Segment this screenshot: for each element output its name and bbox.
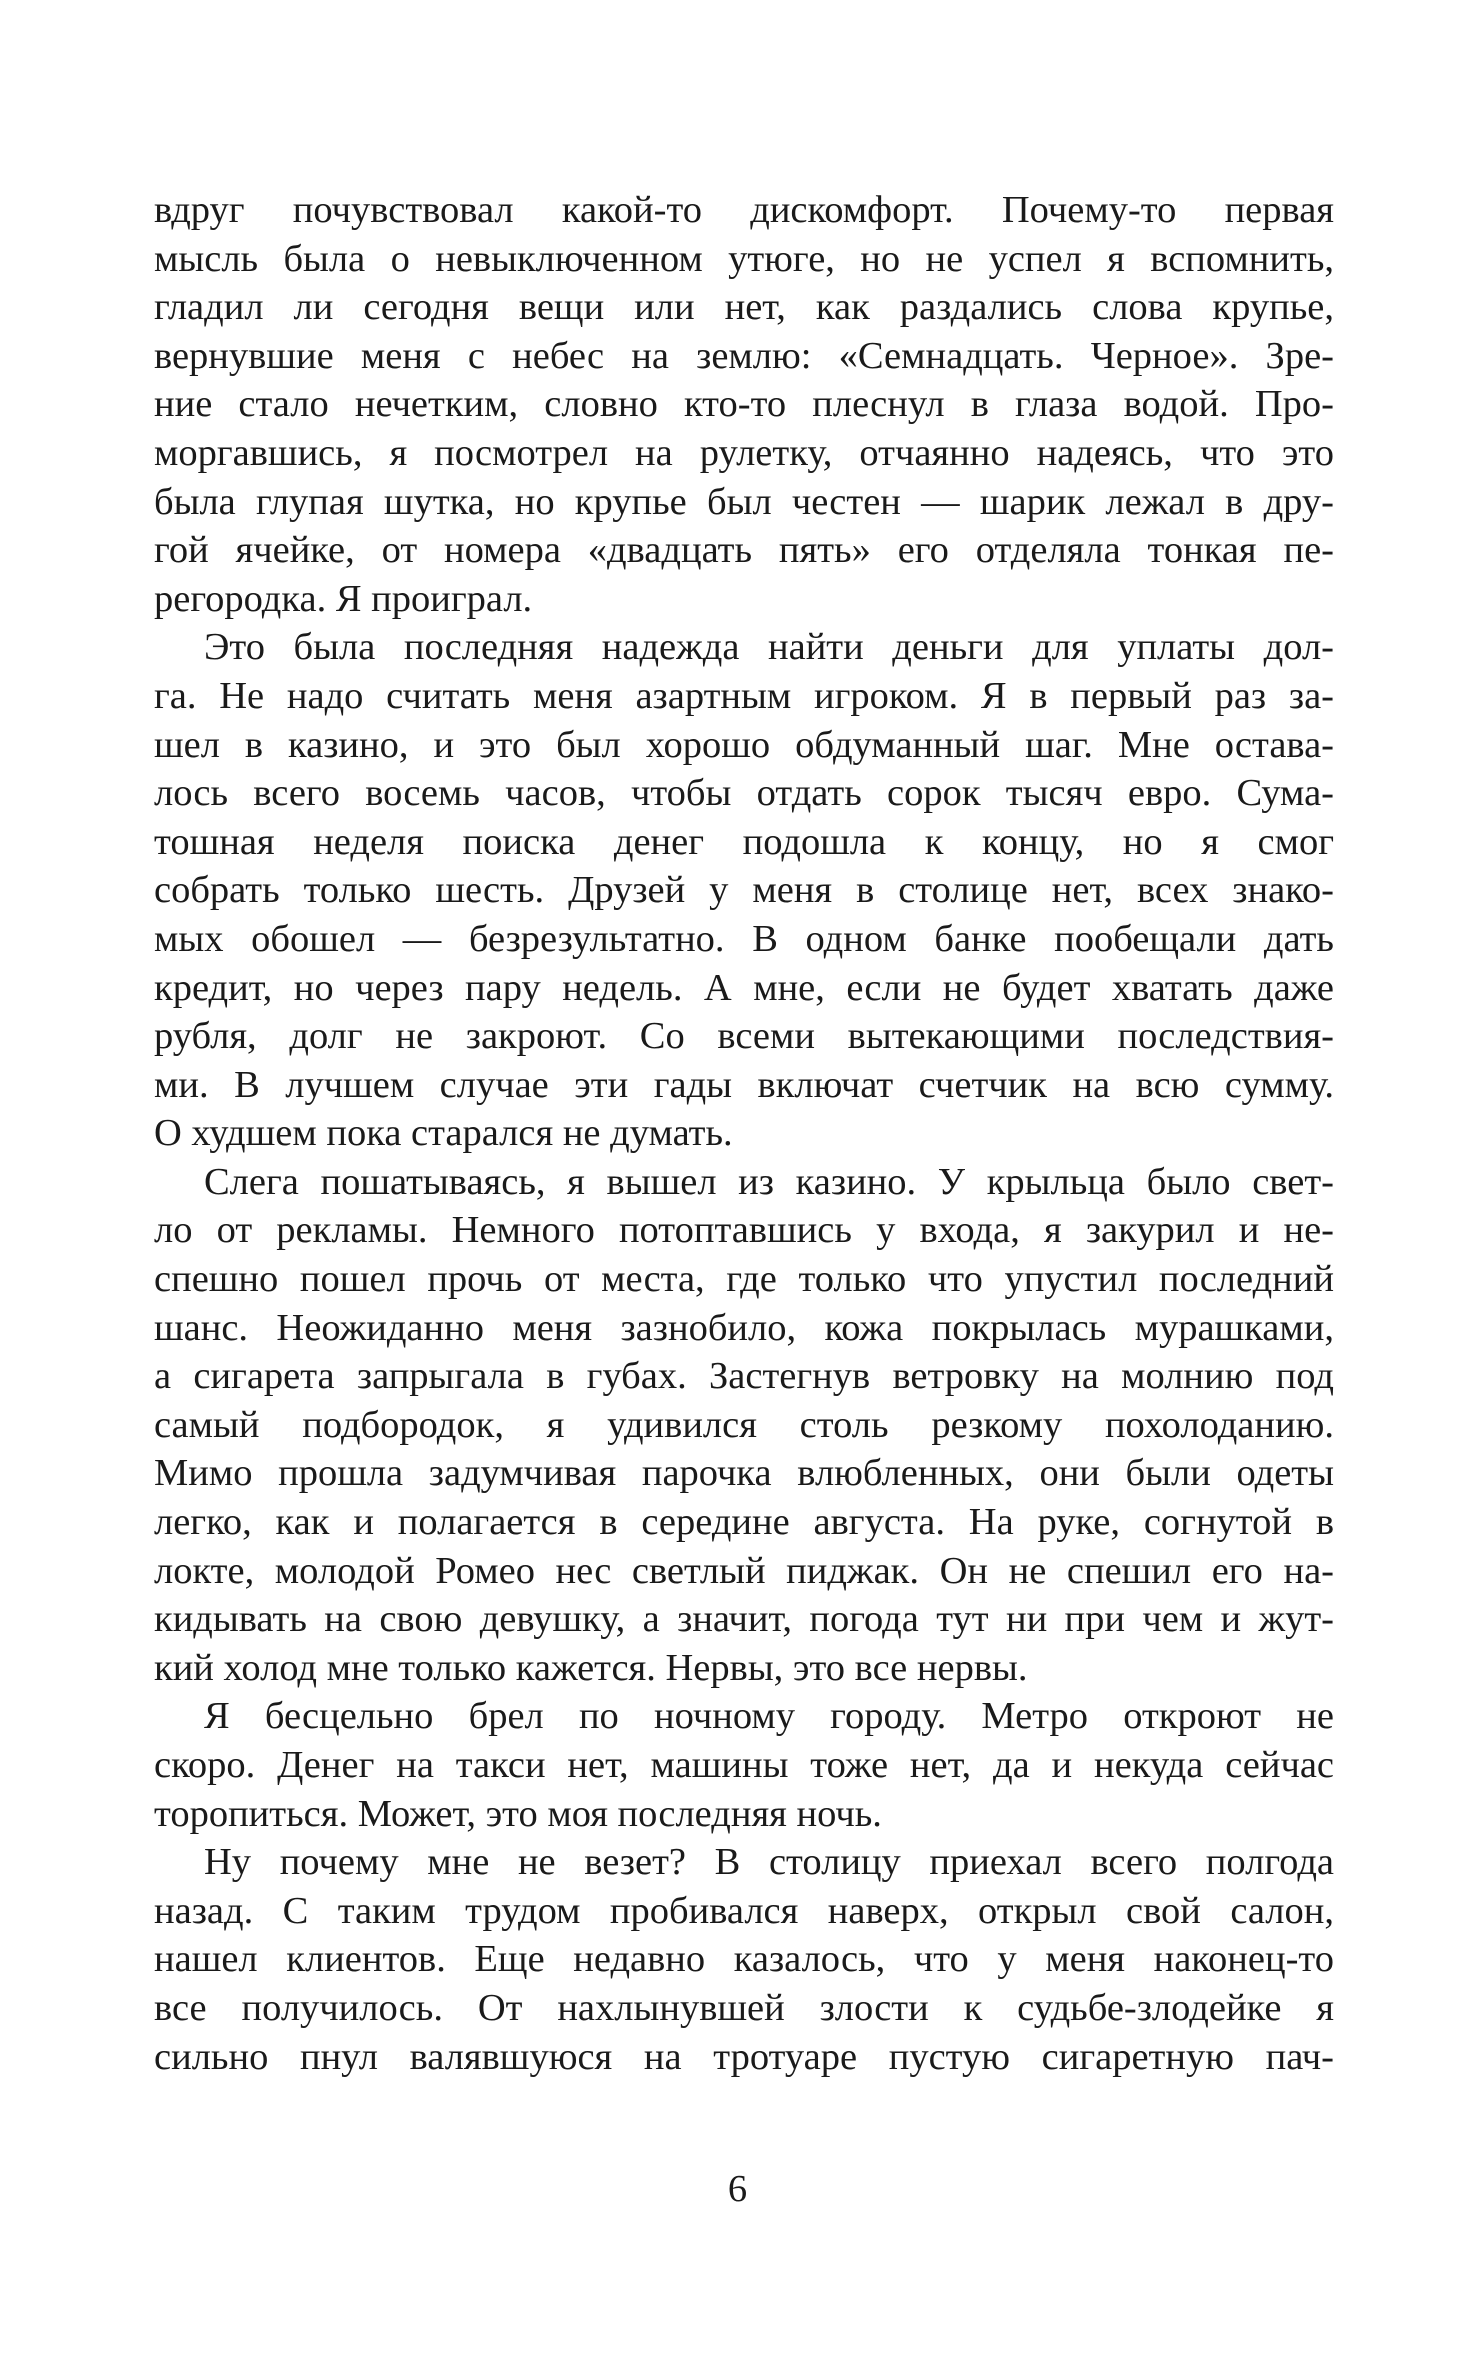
text-line: все получилось. От нахлынувшей злости к судьбе-злодейке я xyxy=(154,1986,1334,2029)
text-line: торопиться. Может, это моя последняя ночь. xyxy=(154,1792,882,1835)
body-text xyxy=(154,186,1334,2081)
text-line: спешно пошел прочь от места, где только что упустил последний xyxy=(154,1258,1334,1301)
text-line: ло от рекламы. Немного потоптавшись у входа, я закурил и не- xyxy=(154,1209,1334,1252)
text-line: тошная неделя поиска денег подошла к концу, но я смог xyxy=(154,820,1334,863)
text-line: собрать только шесть. Друзей у меня в столице нет, всех знако- xyxy=(154,869,1334,912)
text-line: лось всего восемь часов, чтобы отдать сорок тысяч евро. Сума- xyxy=(154,772,1334,815)
page-number: 6 xyxy=(727,2168,748,2210)
paragraph-first-line: Слега пошатываясь, я вышел из казино. У крыльца было свет- xyxy=(204,1160,1334,1203)
text-line: гладил ли сегодня вещи или нет, как раздались слова крупье, xyxy=(154,286,1334,329)
text-line: регородка. Я проиграл. xyxy=(154,577,533,620)
text-line: моргавшись, я посмотрел на рулетку, отчаянно надеясь, что это xyxy=(154,431,1334,474)
text-line: га. Не надо считать меня азартным игроком. Я в первый раз за- xyxy=(154,674,1334,717)
paragraph-first-line: Я бесцельно брел по ночному городу. Метро откроют не xyxy=(204,1695,1334,1738)
text-line: нашел клиентов. Еще недавно казалось, что у меня наконец-то xyxy=(154,1938,1334,1981)
text-line: гой ячейке, от номера «двадцать пять» его отделяла тонкая пе- xyxy=(154,529,1334,572)
text-line: ми. В лучшем случае эти гады включат счетчик на всю сумму. xyxy=(154,1063,1334,1106)
paragraph-first-line: Ну почему мне не везет? В столицу приехал всего полгода xyxy=(204,1841,1334,1884)
paragraph-first-line: Это была последняя надежда найти деньги для уплаты дол- xyxy=(204,626,1334,669)
text-line: ние стало нечетким, словно кто-то плеснул в глаза водой. Про- xyxy=(154,383,1334,426)
text-line: а сигарета запрыгала в губах. Застегнув ветровку на молнию под xyxy=(154,1355,1334,1398)
text-line: рубля, долг не закроют. Со всеми вытекающими последствия- xyxy=(154,1015,1334,1058)
text-line: Мимо прошла задумчивая парочка влюбленных, они были одеты xyxy=(154,1452,1334,1495)
text-line: сильно пнул валявшуюся на тротуаре пустую сигаретную пач- xyxy=(154,2035,1334,2078)
text-line: назад. С таким трудом пробивался наверх, открыл свой салон, xyxy=(154,1889,1334,1932)
text-line: самый подбородок, я удивился столь резкому похолоданию. xyxy=(154,1403,1334,1446)
text-line: была глупая шутка, но крупье был честен — шарик лежал в дру- xyxy=(154,480,1334,523)
text-line: кий холод мне только кажется. Нервы, это все нервы. xyxy=(154,1646,1028,1689)
text-line: скоро. Денег на такси нет, машины тоже нет, да и некуда сейчас xyxy=(154,1744,1334,1786)
text-line: мых обошел — безрезультатно. В одном банке пообещали дать xyxy=(154,917,1334,960)
text-line: О худшем пока старался не думать. xyxy=(154,1112,733,1155)
text-line: локте, молодой Ромео нес светлый пиджак. Он не спешил его на- xyxy=(154,1549,1334,1592)
text-line: шел в казино, и это был хорошо обдуманный шаг. Мне остава- xyxy=(154,723,1334,766)
text-line: вдруг почувствовал какой-то дискомфорт. Почему-то первая xyxy=(154,189,1334,231)
text-line: вернувшие меня с небес на землю: «Семнадцать. Черное». Зре- xyxy=(154,334,1334,377)
text-line: кидывать на свою девушку, а значит, погода тут ни при чем и жут- xyxy=(154,1598,1334,1641)
text-line: легко, как и полагается в середине августа. На руке, согнутой в xyxy=(154,1501,1334,1544)
text-line: кредит, но через пару недель. А мне, если не будет хватать даже xyxy=(154,966,1334,1009)
text-line: шанс. Неожиданно меня зазнобило, кожа покрылась мурашками, xyxy=(154,1306,1334,1349)
text-line: мысль была о невыключенном утюге, но не успел я вспомнить, xyxy=(154,237,1334,280)
